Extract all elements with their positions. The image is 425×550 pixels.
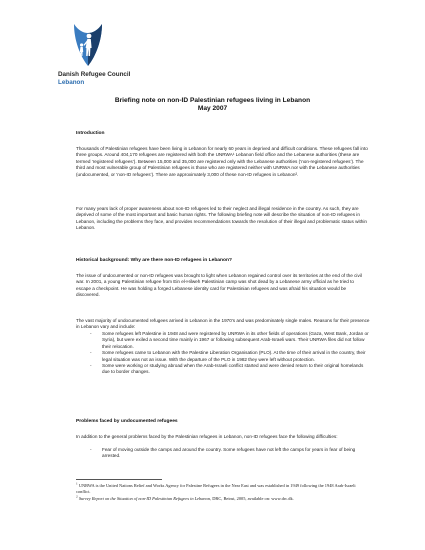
org-sub: Lebanon <box>58 78 85 86</box>
footnote-1-mark: 1 <box>76 481 78 486</box>
list-item: - Fear of moving outside the camps and around the country. Some refugees have not left the camps for years in fear of being arrested. <box>76 447 370 460</box>
title-line-1: Briefing note on non-ID Palestinian refugees living in Lebanon <box>114 97 311 104</box>
problems-heading: Problems faced by undocumented refugees <box>76 419 178 424</box>
problems-list <box>76 447 370 460</box>
list-item: - Some refugees left Palestine in 1948 and were registered by UNRWA in its other fields of operations (Gaza, West Bank, Jordan or Syria), but were exiled a second time mainly in 1967 or following subsequent Arab-Israeli wars. Their UNRWA files did not follow their relocation. <box>76 331 370 350</box>
footnote-1 <box>76 483 370 495</box>
intro-heading: Introduction <box>76 131 105 136</box>
footnote-1-text: UNRWA is the United Nations Relief and Works Agency for Palestine Refugees in the Near East and was established in 1949 following the 1948 Arab-Israeli conflict. <box>76 483 356 494</box>
list-item: - Some were working or studying abroad when the Arab-Israeli conflict started and were denied return to their original homelands due to border changes. <box>76 363 370 376</box>
footnote-divider <box>76 479 162 480</box>
history-paragraph-1: The issue of undocumented or non-ID refugees was brought to light when Lebanon regained control over its territories at the end of the civil war. In 2001, a young Palestinian refugee from Ein el-Hilweh Palestinian camp was shot dead by a Lebanese army official as he tried to escape a checkpoint. He was holding a forged Lebanese identity card for Palestinian refugees and was afraid his situation would be discovered. <box>76 273 362 298</box>
history-paragraph-2: The vast majority of undocumented refugees arrived in Lebanon in the 1970’s and was predominately single males. Reasons for their presence in Lebanon vary and include: <box>76 318 370 330</box>
footnote-2 <box>76 496 370 502</box>
history-heading: Historical background: Why are there non-ID refugees in Lebanon? <box>76 258 232 263</box>
drc-logo-icon <box>58 20 116 70</box>
org-block <box>58 71 130 86</box>
intro-paragraph-2: For many years lack of proper awareness about non-ID refugees led to their neglect and illegal residence in the country. As such, they are deprived of some of the most important and basic human rights. The following briefing note will describe the situation of non-ID refugees in Lebanon, including the problems they face, and provides recommendations towards the resolution of their illegal and problematic status within Lebanon. <box>76 206 367 231</box>
page-title <box>60 97 365 114</box>
problems-paragraph-1: In addition to the general problems faced by the Palestinian refugees in Lebanon, non-ID refugees face the following difficulties: <box>76 434 338 439</box>
org-name: Danish Refugee Council <box>58 71 131 78</box>
title-line-2: May 2007 <box>197 105 228 113</box>
list-item: - Some refugees came to Lebanon with the Palestine Liberation Organisation (PLO). At the time of their arrival in the country, their legal situation was not an issue. With the departure of the PLO in 1982 they were left without protection. <box>76 350 370 363</box>
intro-paragraph-1: Thousands of Palestinian refugees have been living in Lebanon for nearly 60 years in deprived and difficult conditions. These refugees fall into three groups. Around 404,170 refugees are registered with both the UNRWA¹ Lebanon field office and the Lebanese authorities (these are termed ‘registered refugees’). Between 15,000 and 35,000 are registered only with the Lebanese authorities (‘non-registered refugees’). The third and most vulnerable group of Palestinian refugees is those who are registered neither with UNRWA nor with the Lebanese authorities (undocumented, or ‘non-ID refugees’). There are approximately 3,000 of these non-ID refugees in Lebanon². <box>76 146 368 177</box>
footnote-2-title: Survey Report on the Situation of non-ID Palestinian Refugees in Lebanon <box>78 496 211 501</box>
footnote-2-text: , DRC, Beirut, 2005, available on: www.drc.dk. <box>210 496 294 501</box>
history-list <box>76 331 370 376</box>
footnote-2-mark: 2 <box>76 494 78 499</box>
